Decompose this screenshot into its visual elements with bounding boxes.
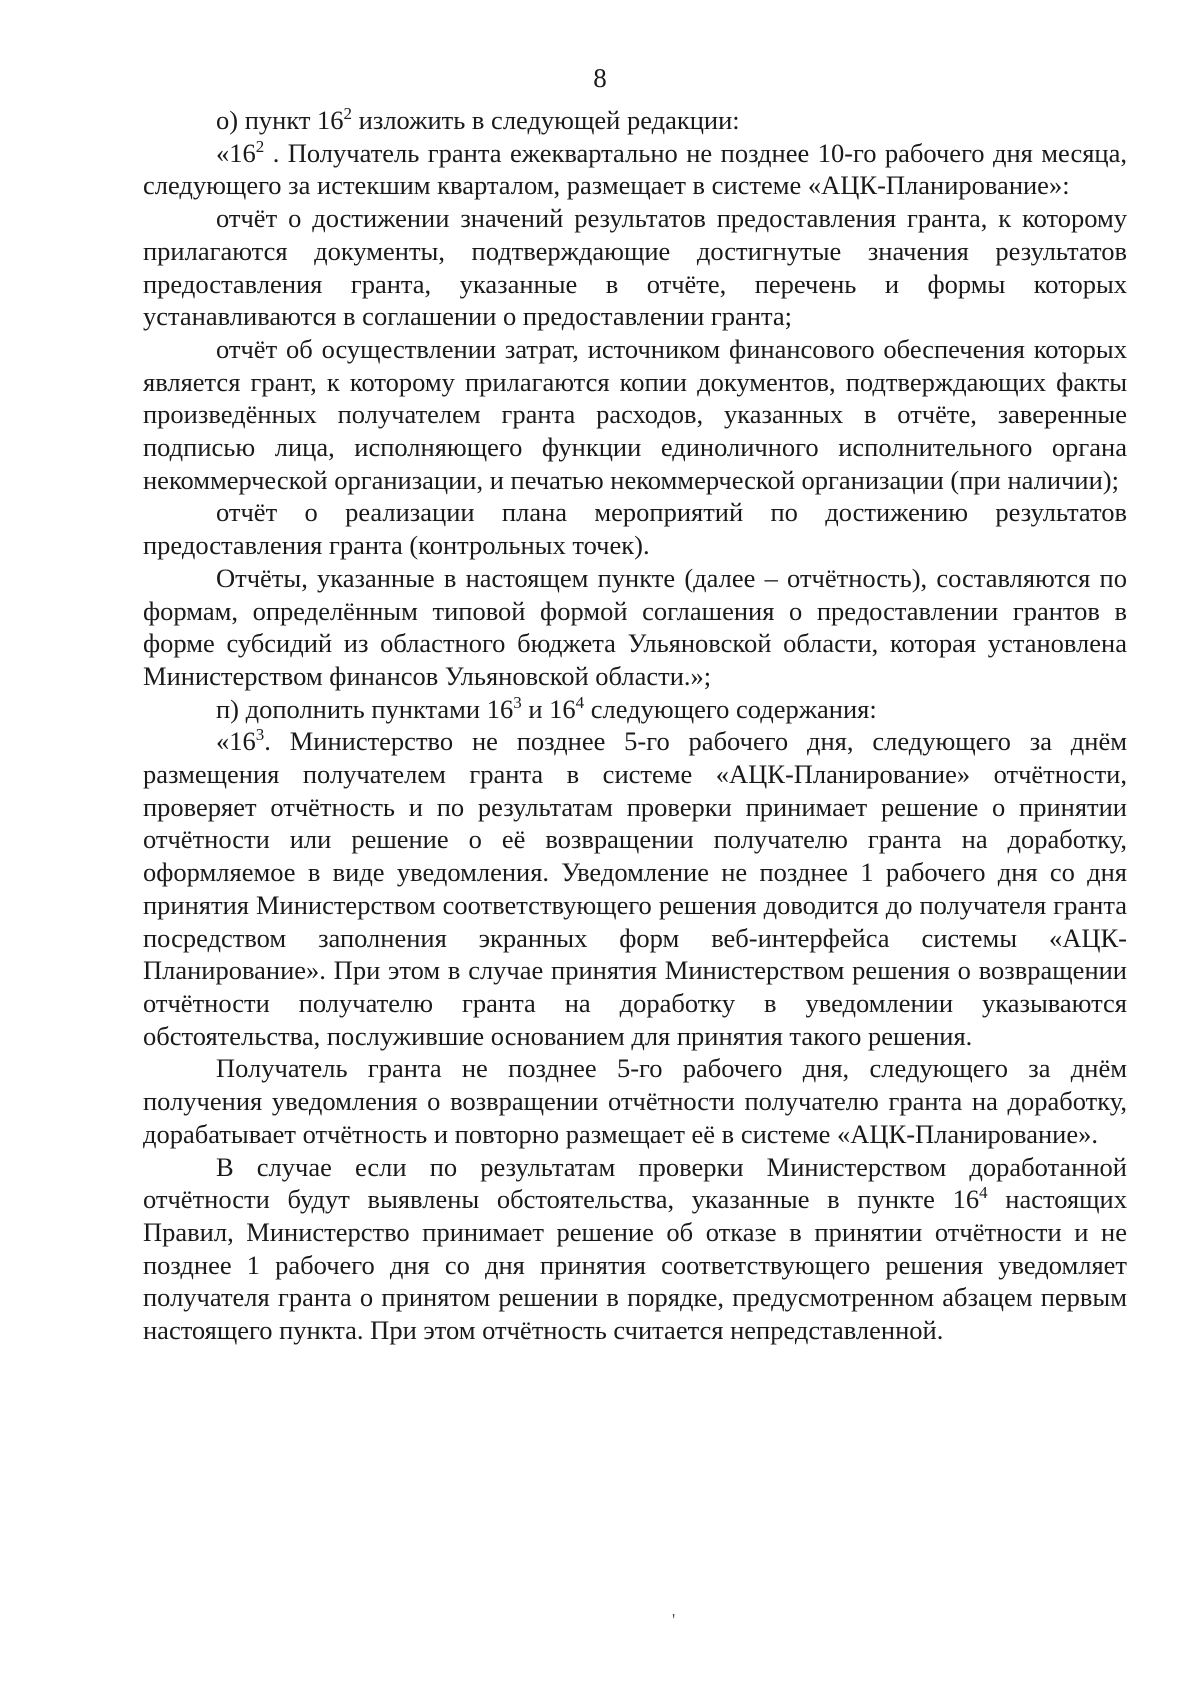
paragraph-report-costs: отчёт об осуществлении затрат, источником финансового обеспечения которых является грант, к которому прилагаются копии документов, подтверждающих факты произведённых получателем гранта расходов, указанных в отчёте, заверенные подписью лица, исполняющего функции единоличного исполнительного органа некоммерческой организации, и печатью некоммерческой организации (при наличии); bbox=[143, 333, 1127, 495]
paragraph-item-p bbox=[143, 693, 1127, 726]
stray-mark: ' bbox=[672, 1610, 676, 1630]
paragraph-clause-16-3 bbox=[143, 725, 1127, 1052]
paragraph-clause-16-2 bbox=[143, 137, 1127, 202]
paragraph-reports-forms: Отчёты, указанные в настоящем пункте (далее – отчётность), составляются по формам, определённым типовой формой соглашения о предоставлении грантов в форме субсидий из областного бюджета Ульяновской области, которая установлена Министерством финансов Ульяновской области.»; bbox=[143, 562, 1127, 691]
superscript: 4 bbox=[979, 1183, 988, 1203]
text-run: следующего содержания: bbox=[584, 693, 877, 724]
superscript: 4 bbox=[575, 692, 585, 712]
superscript: 2 bbox=[343, 103, 353, 123]
text-run: п) дополнить пунктами 16 bbox=[216, 693, 514, 724]
paragraph-rejection bbox=[143, 1151, 1127, 1347]
superscript: 2 bbox=[255, 136, 265, 156]
superscript: 3 bbox=[255, 725, 265, 745]
text-run: настоящих Правил, Министерство принимает решение об отказе в принятии отчётности и не позднее 1 рабочего дня со дня принятия соответствующего решения уведомляет получателя гранта о принятом решении в порядке, предусмотренном абзацем первым настоящего пункта. При этом отчётность считается непредставленной. bbox=[143, 1184, 1127, 1346]
text-run: В случае если по результатам проверки Министерством доработанной отчётности будут выявлены обстоятельства, указанные в пункте 16 bbox=[143, 1151, 1127, 1215]
document-body bbox=[143, 104, 1127, 1347]
paragraph-report-plan: отчёт о реализации плана мероприятий по достижению результатов предоставления гранта (контрольных точек). bbox=[143, 497, 1127, 561]
text-run: . Министерство не позднее 5-го рабочего дня, следующего за днём размещения получателем гранта в системе «АЦК-Планирование» отчётности, проверяет отчётность и по результатам проверки принимает решение о принятии отчётности или решение о её возвращении получателю гранта на доработку, оформляемое в виде уведомления. Уведомление не позднее 1 рабочего дня со дня принятия Министерством соответствующего решения доводится до получателя гранта посредством заполнения экранных форм веб-интерфейса системы «АЦК-Планирование». При этом в случае принятия Министерством решения о возвращении отчётности получателю гранта на доработку в уведомлении указываются обстоятельства, послужившие основанием для принятия такого решения. bbox=[143, 726, 1127, 1051]
paragraph-item-o bbox=[143, 104, 1127, 137]
page-number: 8 bbox=[593, 63, 607, 93]
text-run: . Получатель гранта ежеквартально не позднее 10-го рабочего дня месяца, следующего за истекшим кварталом, размещает в системе «АЦК-Планирование»: bbox=[143, 137, 1127, 201]
superscript: 3 bbox=[513, 692, 522, 712]
text-run: изложить в следующей редакции: bbox=[352, 105, 740, 135]
text-run: о) пункт 16 bbox=[216, 105, 344, 135]
text-run: «16 bbox=[216, 137, 256, 168]
paragraph-resubmission: Получатель гранта не позднее 5-го рабочего дня, следующего за днём получения уведомления о возвращении отчётности получателю гранта на доработку, дорабатывает отчётность и повторно размещает её в системе «АЦК-Планирование». bbox=[143, 1053, 1127, 1149]
text-run: и 16 bbox=[521, 693, 576, 724]
text-run: «16 bbox=[216, 726, 256, 757]
paragraph-report-results: отчёт о достижении значений результатов предоставления гранта, к которому прилагаются документы, подтверждающие достигнутые значения результатов предоставления гранта, указанные в отчёте, перечень и формы которых устанавливаются в соглашении о предоставлении гранта; bbox=[143, 203, 1127, 332]
